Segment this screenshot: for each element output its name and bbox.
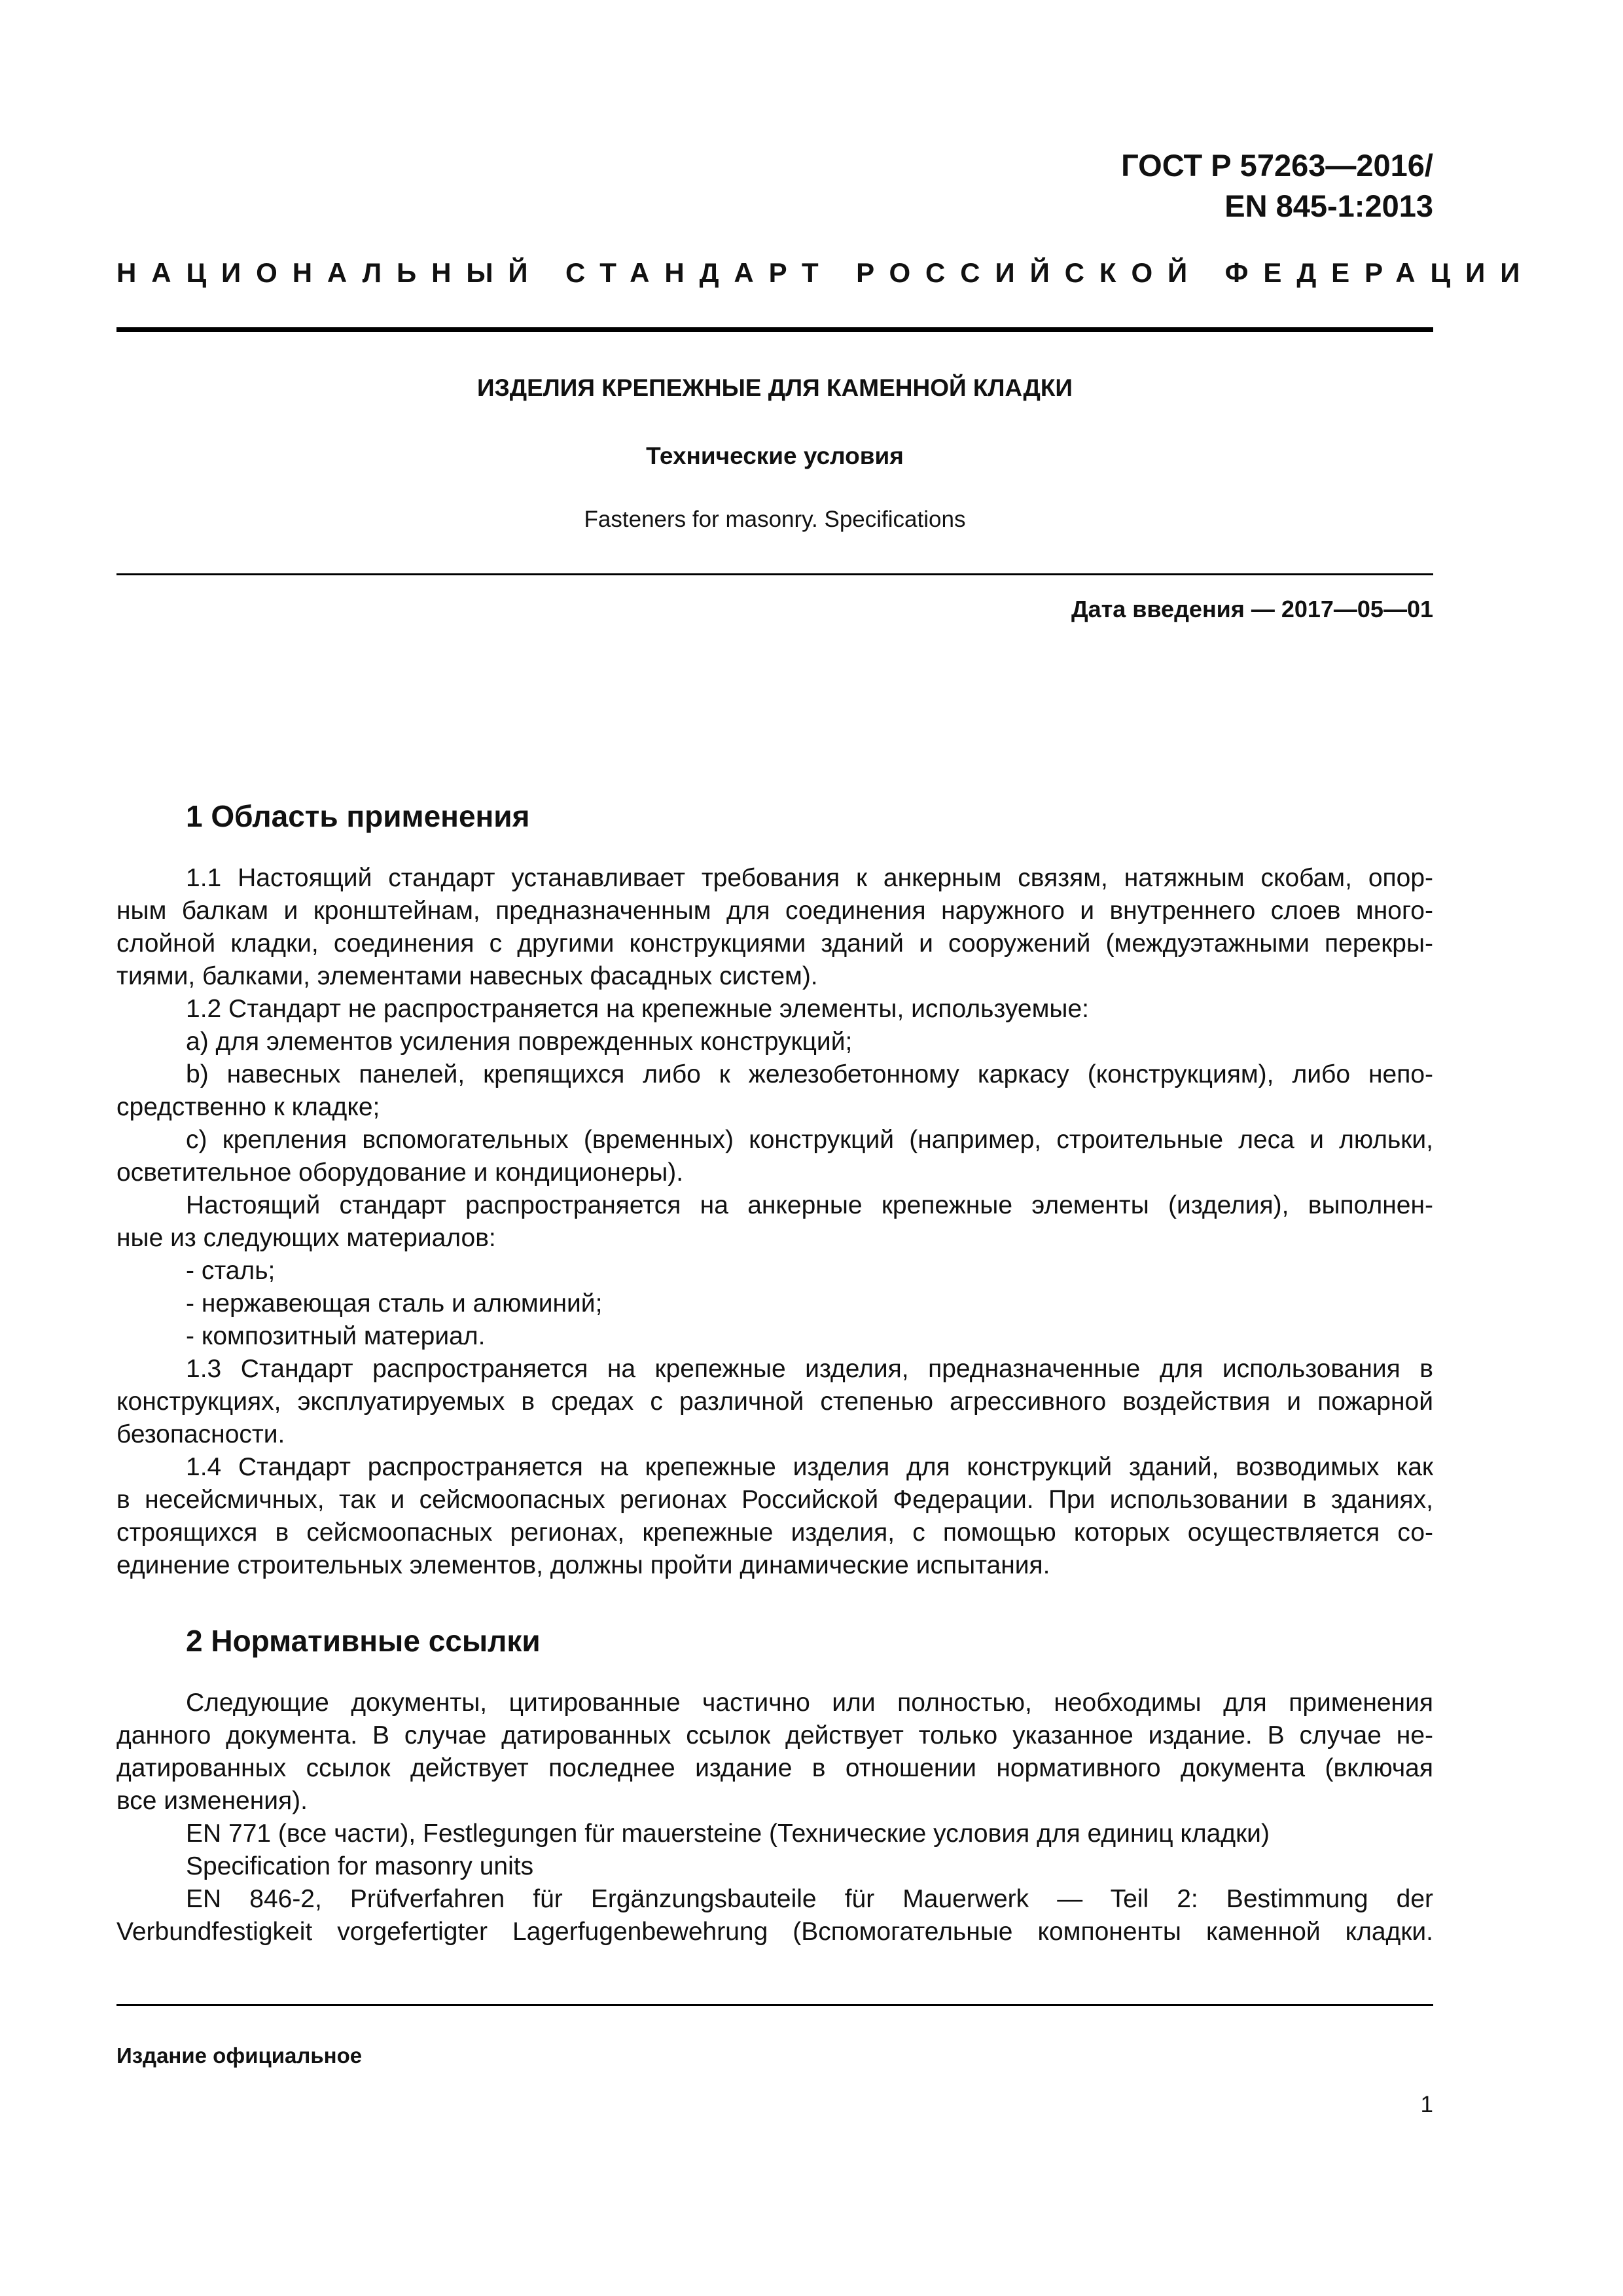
paragraph-line: единение строительных элементов, должны пройти динамические испытания. (116, 1551, 1050, 1579)
paragraph-line: Следующие документы, цитированные частично или полностью, необходимы для применения (186, 1689, 1433, 1717)
list-item: - композитный материал. (186, 1322, 486, 1350)
page-number: 1 (1420, 2092, 1433, 2117)
list-item: - нержавеющая сталь и алюминий; (186, 1289, 603, 1318)
section-heading-references: 2 Нормативные ссылки (186, 1624, 541, 1658)
list-item: с) крепления вспомогательных (временных) конструкций (например, строительные леса и люльки, (186, 1126, 1433, 1154)
paragraph-line: датированных ссылок действует последнее издание в отношении нормативного документа (включая (116, 1754, 1433, 1782)
section-heading-scope: 1 Область применения (186, 799, 530, 833)
national-standard-heading: НАЦИОНАЛЬНЫЙ СТАНДАРТ РОССИЙСКОЙ ФЕДЕРАЦИИ (116, 257, 1535, 288)
document-title: ИЗДЕЛИЯ КРЕПЕЖНЫЕ ДЛЯ КАМЕННОЙ КЛАДКИ (476, 374, 1073, 401)
paragraph-line: конструкциях, эксплуатируемых в средах с различной степенью агрессивного воздействия и пожарной (116, 1388, 1433, 1416)
standard-designation (1121, 145, 1433, 226)
paragraph-line: 1.4 Стандарт распространяется на крепежные изделия для конструкций зданий, возводимых как (186, 1453, 1433, 1481)
reference-entry: EN 771 (все части), Festlegungen für mauersteine (Технические условия для единиц кладки) (186, 1820, 1270, 1848)
header-divider (116, 327, 1433, 332)
designation-line-1: ГОСТ Р 57263—2016/ (1121, 148, 1433, 183)
paragraph-line: 1.2 Стандарт не распространяется на крепежные элементы, используемые: (186, 995, 1089, 1023)
paragraph-line: данного документа. В случае датированных ссылок действует только указанное издание. В случае не- (116, 1721, 1433, 1749)
footer-divider (116, 2004, 1433, 2006)
list-item: - сталь; (186, 1257, 276, 1285)
paragraph-line: Настоящий стандарт распространяется на анкерные крепежные элементы (изделия), выполнен- (186, 1191, 1433, 1219)
english-title: Fasteners for masonry. Specifications (584, 507, 966, 532)
paragraph-line: строящихся в сейсмоопасных регионах, крепежные изделия, с помощью которых осуществляется со- (116, 1518, 1433, 1547)
paragraph-line: ным балкам и кронштейнам, предназначенным для соединения наружного и внутреннего слоев много- (116, 897, 1433, 925)
paragraph-line: все изменения). (116, 1787, 308, 1815)
paragraph-line: осветительное оборудование и кондиционеры). (116, 1158, 684, 1187)
title-divider (116, 573, 1433, 575)
reference-entry: EN 846-2, Prüfverfahren für Ergänzungsbauteile für Mauerwerk — Teil 2: Bestimmung der (186, 1885, 1433, 1913)
document-subtitle: Технические условия (646, 442, 904, 469)
paragraph-line: тиями, балками, элементами навесных фасадных систем). (116, 962, 818, 990)
list-item: b) навесных панелей, крепящихся либо к железобетонному каркасу (конструкциям), либо непо- (186, 1060, 1433, 1088)
paragraph-line: 1.3 Стандарт распространяется на крепежные изделия, предназначенные для использования в (186, 1355, 1433, 1383)
paragraph-line: средственно к кладке; (116, 1093, 380, 1121)
paragraph-line: ные из следующих материалов: (116, 1224, 496, 1252)
official-edition-label: Издание официальное (116, 2043, 363, 2068)
paragraph-line: 1.1 Настоящий стандарт устанавливает требования к анкерным связям, натяжным скобам, опор- (186, 864, 1433, 892)
designation-line-2: EN 845-1:2013 (1224, 188, 1433, 223)
paragraph-line: слойной кладки, соединения с другими конструкциями зданий и сооружений (междуэтажными перекры- (116, 929, 1433, 958)
list-item: а) для элементов усиления поврежденных конструкций; (186, 1028, 853, 1056)
introduction-date: Дата введения — 2017—05—01 (1071, 596, 1433, 622)
paragraph-line: безопасности. (116, 1420, 285, 1448)
reference-entry: Verbundfestigkeit vorgefertigter Lagerfugenbewehrung (Вспомогательные компоненты каменной кладки. (116, 1918, 1433, 1946)
reference-entry: Specification for masonry units (186, 1852, 534, 1880)
paragraph-line: в несейсмичных, так и сейсмоопасных регионах Российской Федерации. При использовании в зданиях, (116, 1486, 1433, 1514)
